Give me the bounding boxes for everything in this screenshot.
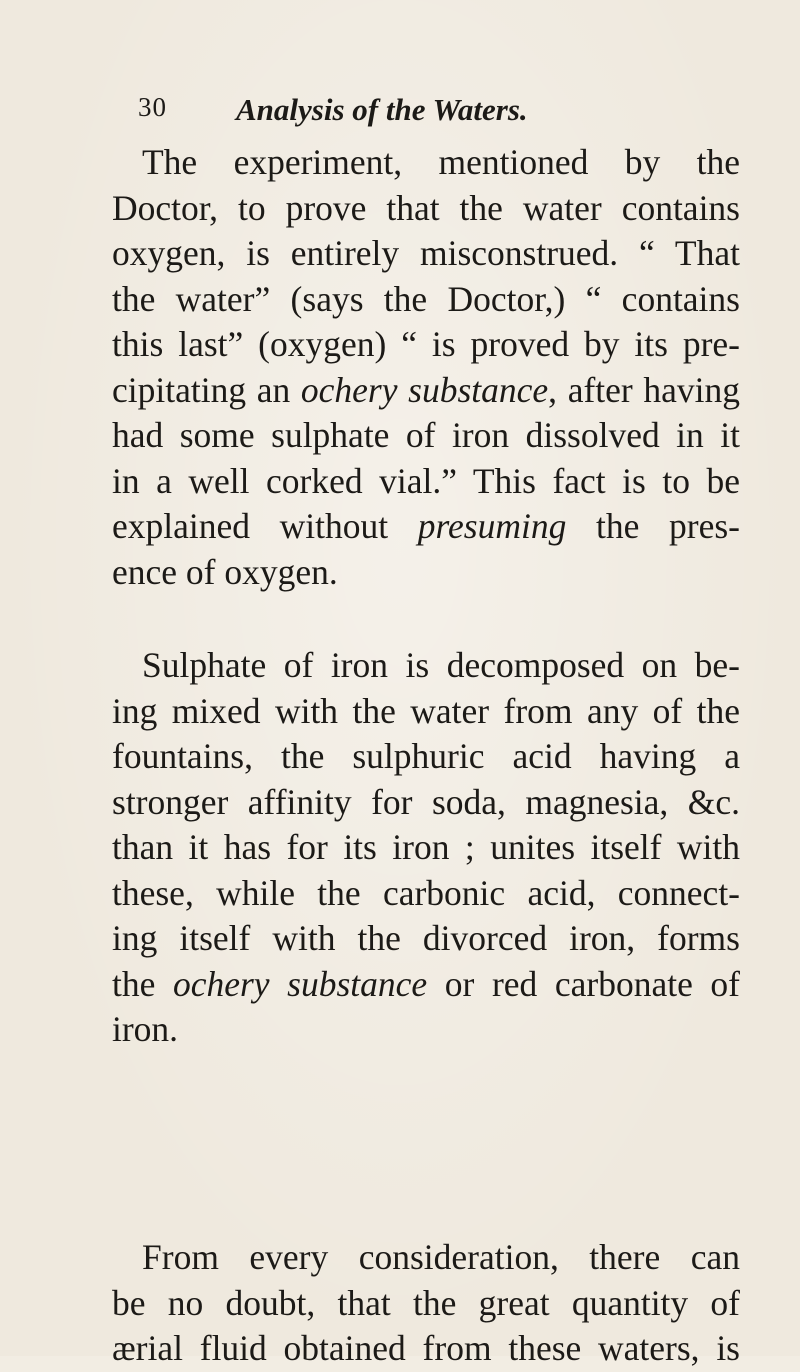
paragraph-experiment [112,140,740,595]
text-line: these, while the carbonic acid, connect- [112,872,740,913]
text-line: in a well corked vial.” This fact is to be [112,460,740,501]
emphasis-text: presuming [417,506,567,546]
text-line: stronger affinity for soda, magnesia, &c. [112,781,740,822]
text-line: iron. [112,1009,179,1049]
text-line: explained without presuming the pres- [112,506,740,546]
text-line: be no doubt, that the great quantity of [112,1282,740,1323]
paragraph-consideration [112,1235,740,1372]
text-line: ærial fluid obtained from these waters, is [112,1328,740,1368]
text-line: this last” (oxygen) “ is proved by its pre- [112,324,740,364]
page-number: 30 [138,92,167,122]
text-line: The experiment, mentioned by the [142,142,740,182]
text-line: had some sulphate of iron dissolved in it [112,415,740,455]
page-header [138,92,698,140]
text-line: ence of oxygen. [112,551,338,592]
text-line: ing itself with the divorced iron, forms [112,918,740,958]
text-line: oxygen, is entirely misconstrued. “ That [112,233,740,273]
text-line: ing mixed with the water from any of the [112,690,740,731]
running-title: Analysis of the Waters. [236,92,528,127]
emphasis-text: ochery substance [300,369,549,410]
text-line: the ochery substance or red carbonate of [112,963,741,1004]
paragraph-sulphate [112,643,740,1053]
text-line: Doctor, to prove that the water contains [112,187,740,228]
emphasis-text: ochery substance [172,963,428,1004]
text-line: Sulphate of iron is decomposed on be- [142,645,740,685]
text-line: than it has for its iron ; unites itself with [112,827,740,867]
text-line: fountains, the sulphuric acid having a [112,736,740,776]
text-line: cipitating an ochery substance, after having [112,369,741,410]
text-line: the water” (says the Doctor,) “ contains [112,278,740,319]
text-line: From every consideration, there can [142,1237,740,1277]
